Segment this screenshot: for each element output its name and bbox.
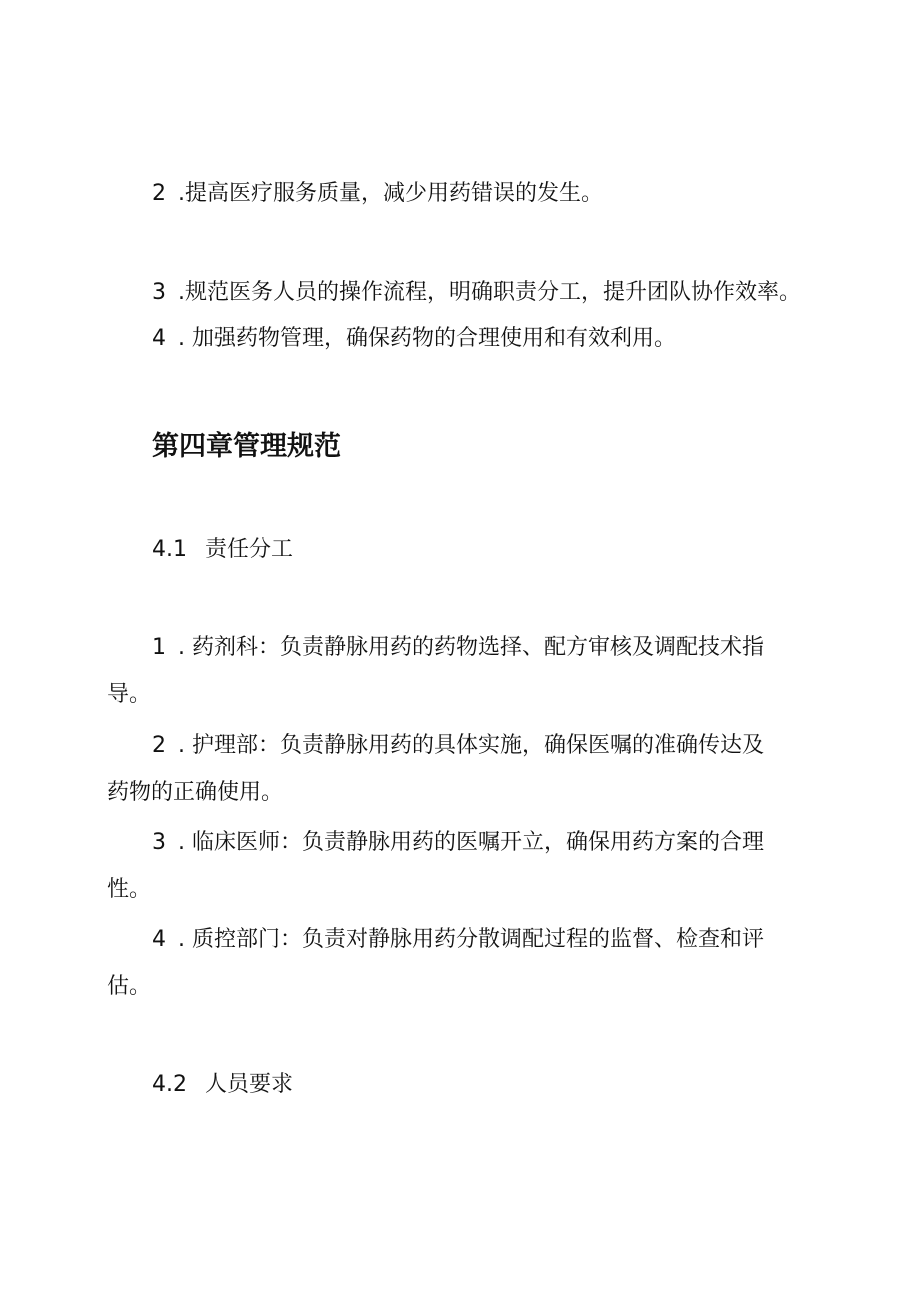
goal-item-text: .规范医务人员的操作流程，明确职责分工，提升团队协作效率。 [178, 280, 801, 305]
duty-item-2-line1 [152, 731, 764, 761]
section-title: 责任分工 [205, 537, 294, 562]
duty-item-text: . 护理部：负责静脉用药的具体实施，确保医嘱的准确传达及 [178, 733, 764, 758]
goal-item-3 [152, 278, 801, 308]
duty-item-1-line2: 导。 [107, 682, 152, 707]
duty-item-text: . 临床医师：负责静脉用药的医嘱开立，确保用药方案的合理 [178, 830, 764, 855]
section-number: 4.1 [152, 537, 187, 562]
section-number: 4.2 [152, 1072, 187, 1097]
goal-item-text: . 加强药物管理，确保药物的合理使用和有效利用。 [178, 326, 676, 351]
duty-item-number: 4 [152, 927, 166, 952]
section-title: 人员要求 [205, 1072, 294, 1097]
duty-item-number: 2 [152, 733, 166, 758]
duty-item-number: 3 [152, 830, 166, 855]
duty-item-3-line2: 性。 [107, 877, 152, 902]
duty-item-1-line1 [152, 633, 764, 663]
duty-item-4-line1 [152, 925, 764, 955]
goal-item-number: 3 [152, 280, 166, 305]
chapter-title: 第四章管理规范 [152, 431, 341, 462]
section-heading-4-1 [152, 535, 293, 565]
duty-item-text: . 质控部门：负责对静脉用药分散调配过程的监督、检查和评 [178, 927, 764, 952]
duty-item-text: . 药剂科：负责静脉用药的药物选择、配方审核及调配技术指 [178, 635, 764, 660]
duty-item-4-line2: 估。 [107, 974, 152, 999]
duty-item-number: 1 [152, 635, 166, 660]
goal-item-number: 4 [152, 326, 166, 351]
duty-item-3-line1 [152, 828, 764, 858]
goal-item-4 [152, 324, 676, 354]
goal-item-number: 2 [152, 181, 166, 206]
section-heading-4-2 [152, 1070, 293, 1100]
duty-item-2-line2: 药物的正确使用。 [107, 780, 284, 805]
goal-item-2 [152, 179, 603, 209]
goal-item-text: .提高医疗服务质量，减少用药错误的发生。 [178, 181, 603, 206]
